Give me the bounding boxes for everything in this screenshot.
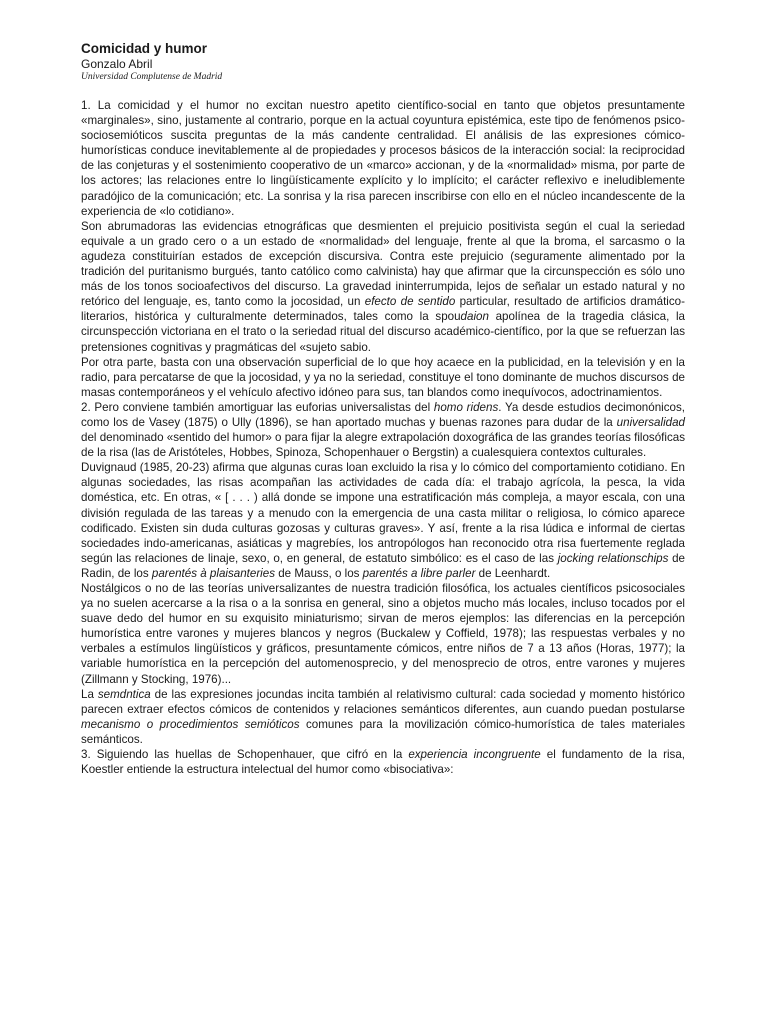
paragraph-text: de las expresiones jocundas incita también al relativismo cultural: cada sociedad y momento histórico parecen extraer efectos cómicos de contenidos y relaciones semánticos diferentes, aun cuando puedan postularse	[81, 687, 685, 716]
paragraph	[81, 400, 685, 460]
italic-text: mecanismo o procedimientos semióticos	[81, 717, 300, 731]
italic-text: semdntica	[97, 687, 151, 701]
paragraph-text: comunes para la movilización cómico-humorística de tales materiales semánticos.	[81, 717, 685, 746]
paragraph-text: . Ya desde estudios decimonónicos, como los de Vasey (1875) o Ully (1896), se han aportado muchas y buenas razones para dudar de la	[81, 400, 685, 429]
paragraph-text: Por otra parte, basta con una observación superficial de lo que hoy acaece en la publicidad, en la televisión y en la radio, para percatarse de que la jocosidad, y ya no la seriedad, constituye el tono dominante de muchos discursos de masas contemporáneos y el vehículo afectivo idóneo para sus, tan blandos como inequívocos, adoctrinamientos.	[81, 355, 685, 399]
paragraph	[81, 687, 685, 747]
italic-text: efecto de sentido	[364, 295, 456, 309]
paragraph-text: de Radin, de los	[81, 551, 686, 580]
paragraph-text: Duvignaud (1985, 20-23) afirma que algunas curas loan excluido la risa y lo cómico del comportamiento cotidiano. En algunas sociedades, las risas acompañan las actividades de cada día: el trabajo agrícola, la pesca, la vida doméstica, etc. En otras, « [ . . . ) allá donde se impone una estratificación más compleja, a mayor escala, con una división regulada de las tareas y a menudo con la emergencia de una casta militar o religiosa, lo cómico aparece codificado. Existen sin duda culturas gozosas y culturas graves». Y así, frente a la risa lúdica e informal de ciertas sociedades indo-americanas, asiáticas y magrebíes, los antropólogos han reconocido otra risa fuertemente reglada según las relaciones de linaje, sexo, o, en general, de estatuto simbólico: es el caso de las	[81, 461, 685, 565]
paragraph-text: particular, resultado de artificios dramático-literarios, histórica y culturalmente determinados, tales como la spou	[81, 295, 685, 324]
document-body	[81, 98, 685, 777]
italic-text: universalidad	[616, 415, 685, 429]
paragraph-text: 3. Siguiendo las huellas de Schopenhauer, que cifró en la	[81, 748, 409, 762]
paragraph-text: el fundamento de la risa, Koestler entiende la estructura intelectual del humor como «bisociativa»:	[81, 748, 686, 777]
paragraph-text: del denominado «sentido del humor» o para fijar la alegre extrapolación doxográfica de las grandes teorías filosóficas de la risa (las de Aristóteles, Hobbes, Spinoza, Schopenhauer o Bergstin) a cualesquiera contextos culturales.	[81, 431, 685, 460]
italic-text: parentés à plaisanteries	[151, 566, 276, 580]
paragraph	[81, 581, 685, 687]
italic-text: experiencia incongruente	[408, 748, 541, 762]
italic-text: jocking relationschips	[557, 551, 669, 565]
paragraph	[81, 460, 685, 581]
paragraph-text: 1. La comicidad y el humor no excitan nuestro apetito científico-social en tanto que objetos presuntamente «marginales», sino, justamente al contrario, porque en la actual coyuntura epistémica, este tipo de fenómenos psico-sociosemióticos suscita preguntas de la más candente centralidad. El análisis de las expresiones cómico-humorísticas conduce inevitablemente al de propiedades y procesos básicos de la interacción social: la reciprocidad de las conjeturas y el sostenimiento cooperativo de un «marco» accionan, y de la «normalidad» misma, por parte de los actores; las relaciones entre lo lingüísticamente explícito y lo implícito; el carácter reflexivo e ineludiblemente paradójico de la comunicación; etc. La sonrisa y la risa parecen inscribirse con ello en el núcleo incandescente de la experiencia de «lo cotidiano».	[81, 99, 685, 218]
paragraph	[81, 219, 685, 355]
paragraph-text: La	[81, 687, 98, 701]
author-affiliation: Universidad Complutense de Madrid	[81, 72, 223, 82]
paragraph-text: de Mauss, o los	[275, 566, 363, 580]
author-name: Gonzalo Abril	[81, 57, 153, 71]
paragraph-text: apolínea de la tragedia clásica, la circunspección victoriana en el trato o la seriedad ritual del discurso académico-científico, por la que se refuerzan las pretensiones cognitivas y pragmáticas del «sujeto sabio.	[81, 310, 686, 354]
document-title: Comicidad y humor	[81, 41, 208, 56]
paragraph	[81, 747, 685, 777]
italic-text: homo ridens	[433, 400, 499, 414]
paragraph-text: Nostálgicos o no de las teorías universalizantes de nuestra tradición filosófica, los actuales científicos psicosociales ya no suelen acercarse a la risa o a la sonrisa en general, sino a objetos mucho más locales, incluso tocados por el suave dedo del humor en su exquisito miniaturismo; sirvan de meros ejemplos: las diferencias en la percepción humorística entre varones y mujeres blancos y negros (Buckalew y Coffield, 1978); las respuestas verbales y no verbales a estímulos lingüísticos y gráficos, presuntamente cómicos, entre niños de 7 a 13 años (Horas, 1977); la variable humorística en la percepción del automenosprecio, y del menosprecio de otros, entre varones y mujeres (Zillmann y Stocking, 1976)...	[81, 582, 685, 686]
italic-text: daion	[460, 310, 489, 324]
paragraph-text: de Leenhardt.	[475, 566, 551, 580]
italic-text: parentés a libre parler	[362, 566, 476, 580]
paragraph-text: Son abrumadoras las evidencias etnográficas que desmienten el prejuicio positivista según el cual la seriedad equivale a un grado cero o a un estado de «normalidad» del lenguaje, frente al que la broma, el sarcasmo o la agudeza constituirían estados de excepción discursiva. Contra este prejuicio (seguramente alimentado por la tradición del puritanismo burgués, tanto católico como calvinista) hay que afirmar que la circunspección es sólo uno más de los tonos socioafectivos del discurso. La gravedad ininterrumpida, lejos de señalar un estado natural y no retórico del lenguaje, es, tanto como la jocosidad, un	[81, 219, 685, 309]
paragraph-text: 2. Pero conviene también amortiguar las euforias universalistas del	[81, 400, 434, 414]
paragraph	[81, 355, 685, 400]
paragraph	[81, 98, 685, 219]
